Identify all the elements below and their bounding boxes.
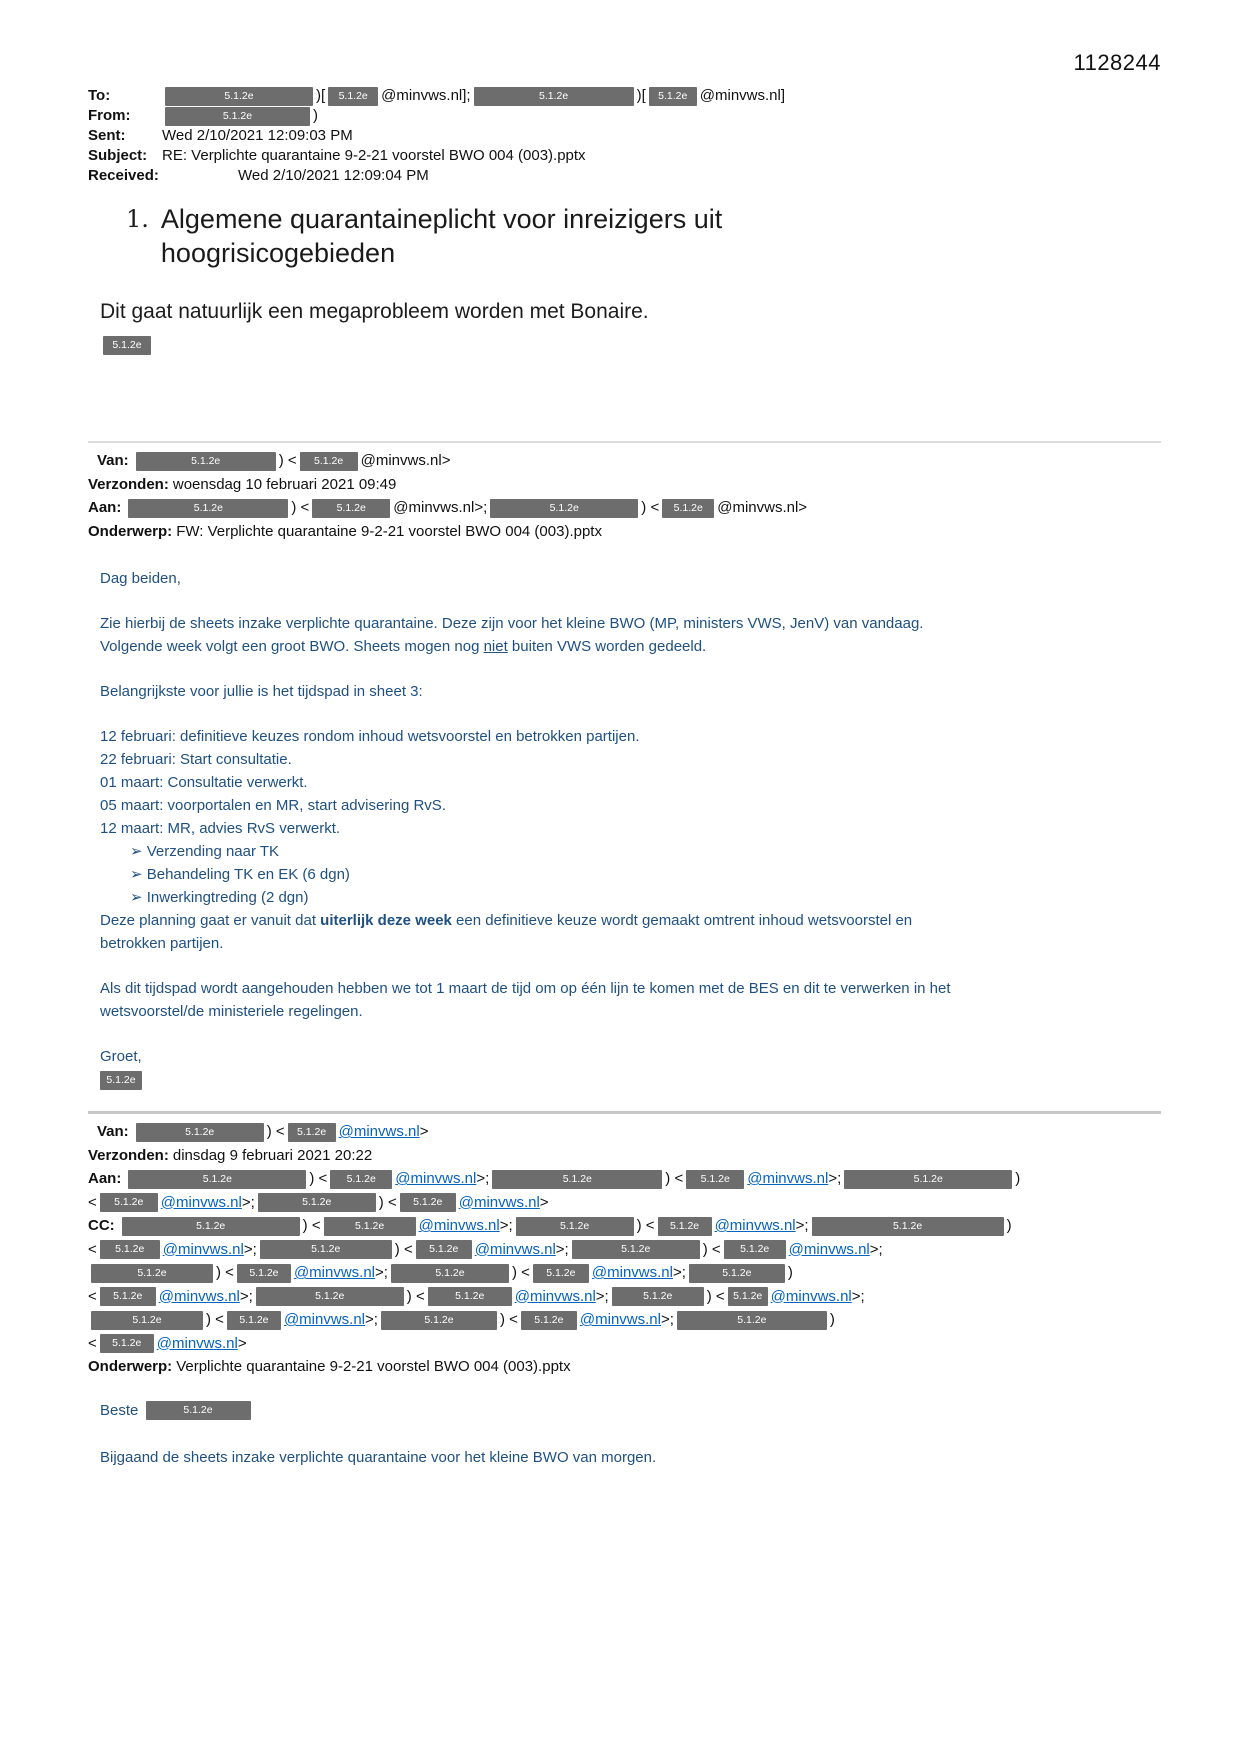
email-link[interactable]: @minvws.nl: [591, 1264, 673, 1281]
header-text: )[: [316, 87, 326, 104]
header-row: [88, 1191, 1161, 1215]
redaction-box: 5.1.2e: [728, 1287, 768, 1306]
header-text: ) <: [406, 1287, 425, 1305]
forwarded-header-1: [88, 449, 1161, 543]
closing-greeting: [100, 1399, 1161, 1422]
redaction-box: 5.1.2e: [237, 1264, 291, 1283]
header-label: Aan:: [88, 1170, 122, 1187]
bullet-item: [100, 886, 1161, 909]
redaction-box: 5.1.2e: [165, 107, 310, 126]
redaction-box: 5.1.2e: [474, 87, 634, 106]
header-text: ) <: [266, 1123, 285, 1140]
header-row: [100, 334, 1161, 355]
header-text: 01 maart: Consultatie verwerkt.: [100, 774, 308, 791]
header-label: Van:: [97, 452, 129, 469]
header-text: @minvws.nl>: [717, 499, 808, 516]
email-link[interactable]: @minvws.nl: [158, 1287, 240, 1305]
header-text: ) <: [641, 499, 660, 516]
email-link[interactable]: @minvws.nl: [474, 1240, 556, 1258]
redaction-box: 5.1.2e: [516, 1217, 634, 1236]
email-link[interactable]: @minvws.nl: [514, 1287, 596, 1305]
header-text: 22 februari: Start consultatie.: [100, 751, 292, 768]
section-number: 1.: [126, 205, 149, 233]
redaction-box: 5.1.2e: [662, 499, 714, 518]
redaction-box: 5.1.2e: [288, 1123, 336, 1142]
header-label: CC:: [88, 1217, 115, 1234]
header-text: ➢ Verzending naar TK: [130, 843, 280, 860]
body-paragraph: [100, 612, 1161, 658]
header-text: >;: [851, 1287, 865, 1305]
redaction-box: 5.1.2e: [136, 1123, 264, 1142]
header-row: [88, 520, 1161, 544]
header-text: >;: [795, 1217, 809, 1234]
header-text: ) <: [702, 1240, 721, 1258]
redaction-box: 5.1.2e: [103, 336, 151, 355]
header-row: [88, 86, 1161, 106]
header-text: Beste: [100, 1401, 143, 1419]
redaction-box: 5.1.2e: [91, 1264, 213, 1283]
redaction-box: 5.1.2e: [128, 1170, 306, 1189]
header-row: [88, 146, 1161, 166]
bullet-item: [100, 840, 1161, 863]
email-link[interactable]: @minvws.nl: [770, 1287, 852, 1305]
header-text: FW: Verplichte quarantaine 9-2-21 voorstel BWO 004 (003).pptx: [176, 522, 602, 540]
header-text: Dag beiden,: [100, 570, 181, 587]
header-row: [88, 1285, 1161, 1309]
redaction-box: 5.1.2e: [612, 1287, 704, 1306]
redaction-box: 5.1.2e: [300, 452, 358, 471]
header-row: [88, 1332, 1161, 1356]
closing-paragraph: Bijgaand de sheets inzake verplichte quarantaine voor het kleine BWO van morgen.: [100, 1448, 657, 1466]
header-row: [88, 126, 1161, 146]
header-text: wetsvoorstel/de ministeriele regelingen.: [100, 1003, 363, 1020]
header-label: Verzonden:: [88, 475, 169, 493]
header-text: ) <: [302, 1217, 321, 1234]
header-row: [88, 1238, 1161, 1262]
redaction-box: 5.1.2e: [649, 87, 697, 106]
email-link[interactable]: @minvws.nl: [579, 1311, 661, 1328]
redaction-box: 5.1.2e: [91, 1311, 203, 1330]
email-body: [100, 567, 1161, 1091]
header-label: To:: [88, 87, 111, 104]
header-text: >;: [241, 1193, 255, 1211]
body-paragraph: [100, 1045, 1161, 1091]
header-text: >;: [672, 1264, 686, 1281]
redaction-box: 5.1.2e: [572, 1240, 700, 1259]
header-text: ) <: [665, 1170, 684, 1187]
header-text: Zie hierbij de sheets inzake verplichte quarantaine. Deze zijn voor het kleine BWO (MP, ministers VWS, JenV) van vandaag.: [100, 615, 924, 632]
header-label: From:: [88, 107, 131, 124]
section-title: [126, 202, 1161, 270]
header-text: @minvws.nl];: [381, 87, 471, 104]
header-text: <: [88, 1193, 97, 1211]
header-label: Verzonden:: [88, 1146, 169, 1164]
email-link[interactable]: @minvws.nl: [156, 1334, 238, 1352]
email-link[interactable]: @minvws.nl: [283, 1311, 366, 1328]
header-text: dinsdag 9 februari 2021 20:22: [172, 1146, 373, 1164]
redaction-box: 5.1.2e: [100, 1334, 154, 1353]
header-label: Sent:: [88, 127, 126, 144]
header-text: @minvws.nl]: [699, 87, 786, 104]
redaction-box: 5.1.2e: [312, 499, 390, 518]
header-row: [88, 1167, 1161, 1191]
redaction-box: 5.1.2e: [391, 1264, 509, 1283]
header-text: <: [88, 1334, 97, 1352]
header-text: Verplichte quarantaine 9-2-21 voorstel BWO 004 (003).pptx: [176, 1358, 571, 1375]
header-text: ➢ Inwerkingtreding (2 dgn): [130, 889, 309, 906]
header-text: ) <: [378, 1193, 397, 1211]
redaction-box: 5.1.2e: [686, 1170, 744, 1189]
redaction-box: 5.1.2e: [100, 1287, 156, 1306]
header-text: >;: [595, 1287, 609, 1305]
header-text: >;: [365, 1311, 378, 1328]
header-text: ) <: [511, 1264, 530, 1281]
header-row: [88, 1144, 1161, 1168]
redaction-box: 5.1.2e: [428, 1287, 512, 1306]
header-text: >: [539, 1193, 549, 1211]
header-text: >;: [555, 1240, 569, 1258]
header-row: [88, 166, 1161, 186]
header-text: 12 februari: definitieve keuzes rondom inhoud wetsvoorstel en betrokken partijen.: [100, 728, 640, 745]
header-text: >;: [499, 1217, 513, 1234]
header-text: >: [237, 1334, 247, 1352]
redaction-box: 5.1.2e: [400, 1193, 456, 1212]
redaction-box: 5.1.2e: [100, 1193, 158, 1212]
email-link[interactable]: @minvws.nl: [458, 1193, 540, 1211]
header-text: 12 maart: MR, advies RvS verwerkt.: [100, 820, 341, 837]
redaction-box: 5.1.2e: [533, 1264, 589, 1283]
section-title-text: Algemene quarantaineplicht voor inreizigers uit hoogrisicogebieden: [160, 204, 723, 268]
header-row: [88, 1261, 1161, 1285]
forwarded-header-2: [88, 1120, 1161, 1379]
redaction-box: 5.1.2e: [416, 1240, 472, 1259]
header-row: [88, 473, 1161, 497]
header-text: >;: [660, 1311, 674, 1328]
email-link[interactable]: @minvws.nl: [338, 1123, 420, 1140]
intro-redaction: [100, 334, 1161, 355]
header-row: [88, 1355, 1161, 1379]
email-link[interactable]: @minvws.nl: [418, 1217, 500, 1234]
redaction-box: 5.1.2e: [328, 87, 378, 106]
header-row: [88, 496, 1161, 520]
header-text: ) <: [499, 1311, 518, 1328]
header-text: niet: [483, 638, 508, 655]
body-paragraph: [100, 977, 1161, 1023]
redaction-box: 5.1.2e: [100, 1240, 160, 1259]
email-link[interactable]: @minvws.nl: [160, 1193, 242, 1211]
intro-paragraph: Dit gaat natuurlijk een megaprobleem worden met Bonaire.: [100, 300, 649, 323]
email-link[interactable]: @minvws.nl: [788, 1240, 870, 1258]
email-link[interactable]: @minvws.nl: [747, 1170, 829, 1187]
header-text: een definitieve keuze wordt gemaakt omtrent inhoud wetsvoorstel en: [451, 912, 913, 929]
header-label: Onderwerp:: [88, 1358, 173, 1375]
header-text: Deze planning gaat er vanuit dat: [100, 912, 321, 929]
header-row: [100, 1399, 1161, 1422]
body-paragraph: [100, 725, 1161, 840]
redaction-box: 5.1.2e: [381, 1311, 497, 1330]
redaction-box: 5.1.2e: [844, 1170, 1012, 1189]
header-text: ) <: [291, 499, 310, 516]
header-text: ): [313, 107, 318, 124]
redaction-box: 5.1.2e: [258, 1193, 376, 1212]
separator: [88, 441, 1161, 443]
redaction-box: 5.1.2e: [146, 1401, 251, 1420]
header-text: >;: [869, 1240, 883, 1258]
header-row: [88, 1308, 1161, 1332]
header-text: uiterlijk deze week: [320, 912, 452, 929]
header-text: Belangrijkste voor jullie is het tijdspad in sheet 3:: [100, 683, 423, 700]
header-text: >: [419, 1123, 429, 1140]
header-text: ): [1006, 1217, 1012, 1234]
header-row: [88, 1120, 1161, 1144]
redaction-box: 5.1.2e: [260, 1240, 392, 1259]
header-text: >;: [828, 1170, 842, 1187]
bullet-item: [100, 863, 1161, 886]
header-label: Aan:: [88, 499, 122, 516]
header-text: ): [787, 1264, 793, 1281]
redaction-box: 5.1.2e: [165, 87, 313, 106]
body-paragraph: [100, 909, 1161, 955]
redaction-box: 5.1.2e: [677, 1311, 827, 1330]
header-row: [88, 1214, 1161, 1238]
redaction-box: 5.1.2e: [136, 452, 276, 471]
header-text: woensdag 10 februari 2021 09:49: [172, 475, 397, 493]
header-text: 05 maart: voorportalen en MR, start advisering RvS.: [100, 797, 446, 814]
redaction-box: 5.1.2e: [689, 1264, 785, 1283]
header-text: ) <: [206, 1311, 224, 1328]
redaction-box: 5.1.2e: [122, 1217, 300, 1236]
body-paragraph: [100, 680, 1161, 703]
header-label: Subject:: [88, 147, 148, 164]
redaction-box: 5.1.2e: [100, 1071, 142, 1090]
header-text: <: [88, 1240, 97, 1258]
email-link[interactable]: @minvws.nl: [162, 1240, 244, 1258]
redaction-box: 5.1.2e: [658, 1217, 712, 1236]
header-label: Received:: [88, 167, 159, 184]
header-text: ) <: [706, 1287, 725, 1305]
header-text: Als dit tijdspad wordt aangehouden hebben we tot 1 maart de tijd om op één lijn te komen met de BES en dit te verwerken in het: [100, 980, 951, 997]
header-text: betrokken partijen.: [100, 935, 224, 952]
header-text: Wed 2/10/2021 12:09:03 PM: [162, 127, 353, 144]
header-text: ) <: [394, 1240, 413, 1258]
redaction-box: 5.1.2e: [330, 1170, 392, 1189]
header-row: [88, 106, 1161, 126]
header-text: ) <: [216, 1264, 234, 1281]
redaction-box: 5.1.2e: [227, 1311, 281, 1330]
header-label: Onderwerp:: [88, 522, 173, 540]
email-header: [88, 86, 1161, 186]
header-text: >;: [239, 1287, 253, 1305]
redaction-box: 5.1.2e: [724, 1240, 786, 1259]
document-number: 1128244: [1073, 50, 1161, 75]
body-paragraph: [100, 567, 1161, 590]
separator: [88, 1111, 1161, 1114]
header-text: >;: [375, 1264, 388, 1281]
email-link[interactable]: @minvws.nl: [714, 1217, 796, 1234]
header-text: ➢ Behandeling TK en EK (6 dgn): [130, 866, 350, 883]
header-text: Volgende week volgt een groot BWO. Sheets mogen nog: [100, 638, 484, 655]
redaction-box: 5.1.2e: [128, 499, 288, 518]
redaction-box: 5.1.2e: [812, 1217, 1004, 1236]
header-text: ) <: [309, 1170, 328, 1187]
header-text: Groet,: [100, 1048, 142, 1065]
email-link[interactable]: @minvws.nl: [293, 1264, 376, 1281]
redaction-box: 5.1.2e: [324, 1217, 416, 1236]
redaction-box: 5.1.2e: [521, 1311, 577, 1330]
header-text: ): [1015, 1170, 1021, 1187]
redaction-box: 5.1.2e: [492, 1170, 662, 1189]
header-text: ) <: [278, 452, 297, 469]
header-label: Van:: [97, 1123, 129, 1140]
header-text: >;: [243, 1240, 257, 1258]
redaction-box: 5.1.2e: [490, 499, 638, 518]
header-text: @minvws.nl>;: [393, 499, 488, 516]
email-link[interactable]: @minvws.nl: [395, 1170, 477, 1187]
header-text: @minvws.nl>: [360, 452, 451, 469]
header-row: [88, 449, 1161, 473]
header-text: )[: [636, 87, 646, 104]
header-text: buiten VWS worden gedeeld.: [507, 638, 707, 655]
header-text: RE: Verplichte quarantaine 9-2-21 voorstel BWO 004 (003).pptx: [162, 147, 586, 164]
header-text: <: [88, 1287, 97, 1305]
header-text: ): [829, 1311, 835, 1328]
header-text: Wed 2/10/2021 12:09:04 PM: [238, 167, 429, 184]
header-text: >;: [476, 1170, 490, 1187]
redaction-box: 5.1.2e: [256, 1287, 404, 1306]
header-text: ) <: [636, 1217, 655, 1234]
